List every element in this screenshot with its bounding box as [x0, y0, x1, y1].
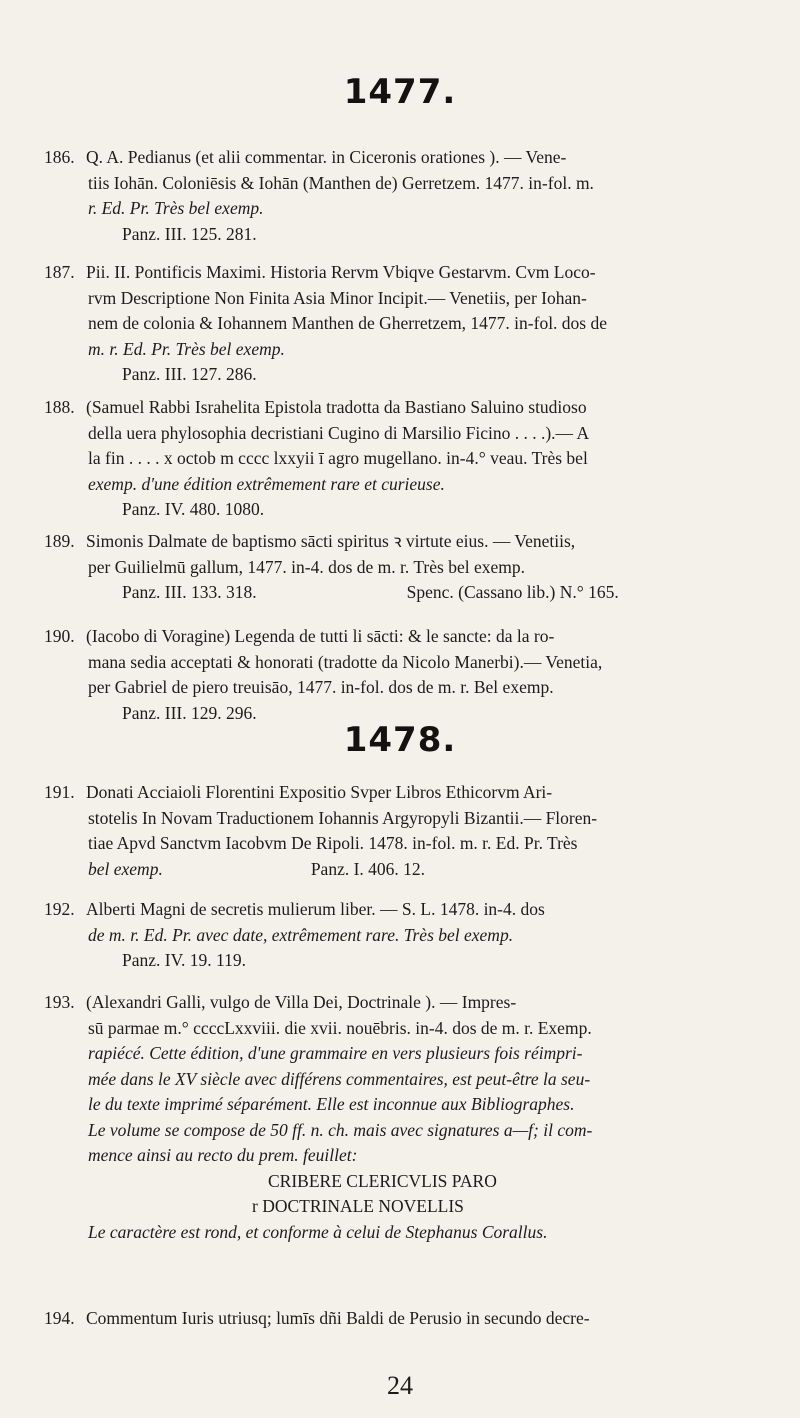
- entry-reference: Panz. III. 127. 286.: [122, 364, 257, 384]
- catalog-entry-188: [44, 395, 778, 523]
- entry-number: 186.: [44, 147, 75, 167]
- entry-number: 189.: [44, 531, 75, 551]
- entry-text: mana sedia acceptati & honorati (tradotte da Nicolo Manerbi).— Venetia,: [88, 651, 603, 672]
- entry-text: Donati Acciaioli Florentini Expositio Svper Libros Ethicorvm Ari-: [86, 782, 553, 802]
- entry-text: Simonis Dalmate de baptismo sācti spiritus ꝛ virtute eius. — Venetiis,: [86, 531, 576, 551]
- entry-number: 187.: [44, 262, 75, 282]
- entry-text: nem de colonia & Iohannem Manthen de Gherretzem, 1477. in-fol. dos de: [88, 313, 608, 333]
- entry-text: tiis Iohān. Coloniēsis & Iohān (Manthen de) Gerretzem. 1477. in-fol. m.: [88, 172, 594, 193]
- entry-text: r. Ed. Pr. Très bel exemp.: [88, 198, 264, 218]
- entry-text: la fin . . . . x octob m cccc lxxyii ī agro mugellano. in-4.° veau. Très bel: [88, 448, 588, 468]
- entry-text: rapiécé. Cette édition, d'une grammaire en vers plusieurs fois réimpri-: [88, 1043, 583, 1063]
- catalog-entry-187: [44, 260, 778, 388]
- catalog-entry-192: [44, 897, 778, 974]
- entry-reference: Panz. III. 133. 318.: [122, 582, 257, 602]
- entry-text: Pii. II. Pontificis Maximi. Historia Rervm Vbiqve Gestarvm. Cvm Loco-: [86, 262, 596, 282]
- page-number: 24: [387, 1371, 413, 1400]
- catalog-entry-186: [44, 145, 778, 247]
- entry-text: sū parmae m.° ccccLxxviii. die xvii. nouēbris. in-4. dos de m. r. Exemp.: [88, 1017, 592, 1038]
- entry-text: tiae Apvd Sanctvm Iacobvm De Ripoli. 1478. in-fol. m. r. Ed. Pr. Très: [88, 833, 578, 853]
- entry-text: Alberti Magni de secretis mulierum liber. — S. L. 1478. in-4. dos: [86, 899, 545, 919]
- entry-number: 192.: [44, 899, 75, 919]
- entry-text: (Samuel Rabbi Israhelita Epistola tradotta da Bastiano Saluino studioso: [86, 397, 587, 417]
- entry-text: le du texte imprimé séparément. Elle est inconnue aux Bibliographes.: [88, 1094, 575, 1114]
- entry-text: (Alexandri Galli, vulgo de Villa Dei, Doctrinale ). — Impres-: [86, 992, 517, 1012]
- entry-text: Commentum Iuris utriusq; lumīs dñi Baldi de Perusio in secundo decre-: [86, 1308, 590, 1328]
- year-heading: 1478.: [343, 720, 457, 760]
- entry-reference: Panz. IV. 480. 1080.: [122, 499, 265, 519]
- entry-reference: Panz. III. 125. 281.: [122, 223, 257, 244]
- entry-text: (Iacobo di Voragine) Legenda de tutti li sācti: & le sancte: da la ro-: [86, 626, 555, 646]
- entry-number: 193.: [44, 992, 75, 1012]
- catalog-entry-189: [44, 529, 778, 606]
- entry-reference: Panz. IV. 19. 119.: [122, 950, 246, 970]
- entry-reference: Panz. I. 406. 12.: [310, 858, 426, 879]
- entry-text: rvm Descriptione Non Finita Asia Minor Incipit.— Venetiis, per Iohan-: [88, 287, 587, 308]
- entry-reference: Panz. III. 129. 296.: [122, 702, 257, 723]
- catalog-entry-190: [44, 624, 778, 726]
- entry-number: 190.: [44, 626, 75, 646]
- entry-text: Le volume se compose de 50 ff. n. ch. mais avec signatures a—f; il com-: [88, 1119, 593, 1140]
- quoted-incipit: CRIBERE CLERICVLIS PARO: [268, 1170, 497, 1191]
- entry-text: exemp. d'une édition extrêmement rare et curieuse.: [88, 473, 445, 494]
- entry-number: 191.: [44, 782, 75, 802]
- entry-text: per Guilielmū gallum, 1477. in-4. dos de m. r. Très bel exemp.: [88, 556, 525, 577]
- entry-text: bel exemp.: [88, 858, 163, 879]
- quoted-incipit: r DOCTRINALE NOVELLIS: [252, 1196, 464, 1216]
- entry-text: mence ainsi au recto du prem. feuillet:: [88, 1145, 358, 1165]
- entry-text: stotelis In Novam Traductionem Iohannis Argyropyli Bizantii.— Floren-: [88, 807, 598, 828]
- entry-text: mée dans le XV siècle avec différens commentaires, est peut-être la seu-: [88, 1068, 591, 1089]
- entry-text: per Gabriel de piero treuisāo, 1477. in-fol. dos de m. r. Bel exemp.: [88, 677, 554, 697]
- entry-reference: Spenc. (Cassano lib.) N.° 165.: [406, 582, 619, 602]
- entry-text: della uera phylosophia decristiani Cugino di Marsilio Ficino . . . .).— A: [88, 422, 590, 443]
- entry-number: 188.: [44, 397, 75, 417]
- catalog-entry-193: [44, 990, 778, 1245]
- entry-text: de m. r. Ed. Pr. avec date, extrêmement rare. Très bel exemp.: [88, 924, 514, 945]
- entry-text: Le caractère est rond, et conforme à celui de Stephanus Corallus.: [88, 1221, 548, 1242]
- catalog-entry-191: [44, 780, 778, 882]
- catalog-entry-194: [44, 1306, 778, 1332]
- entry-text: m. r. Ed. Pr. Très bel exemp.: [88, 338, 285, 359]
- entry-text: Q. A. Pedianus (et alii commentar. in Ciceronis orationes ). — Vene-: [86, 147, 567, 167]
- entry-number: 194.: [44, 1308, 75, 1328]
- year-heading: 1477.: [343, 72, 457, 112]
